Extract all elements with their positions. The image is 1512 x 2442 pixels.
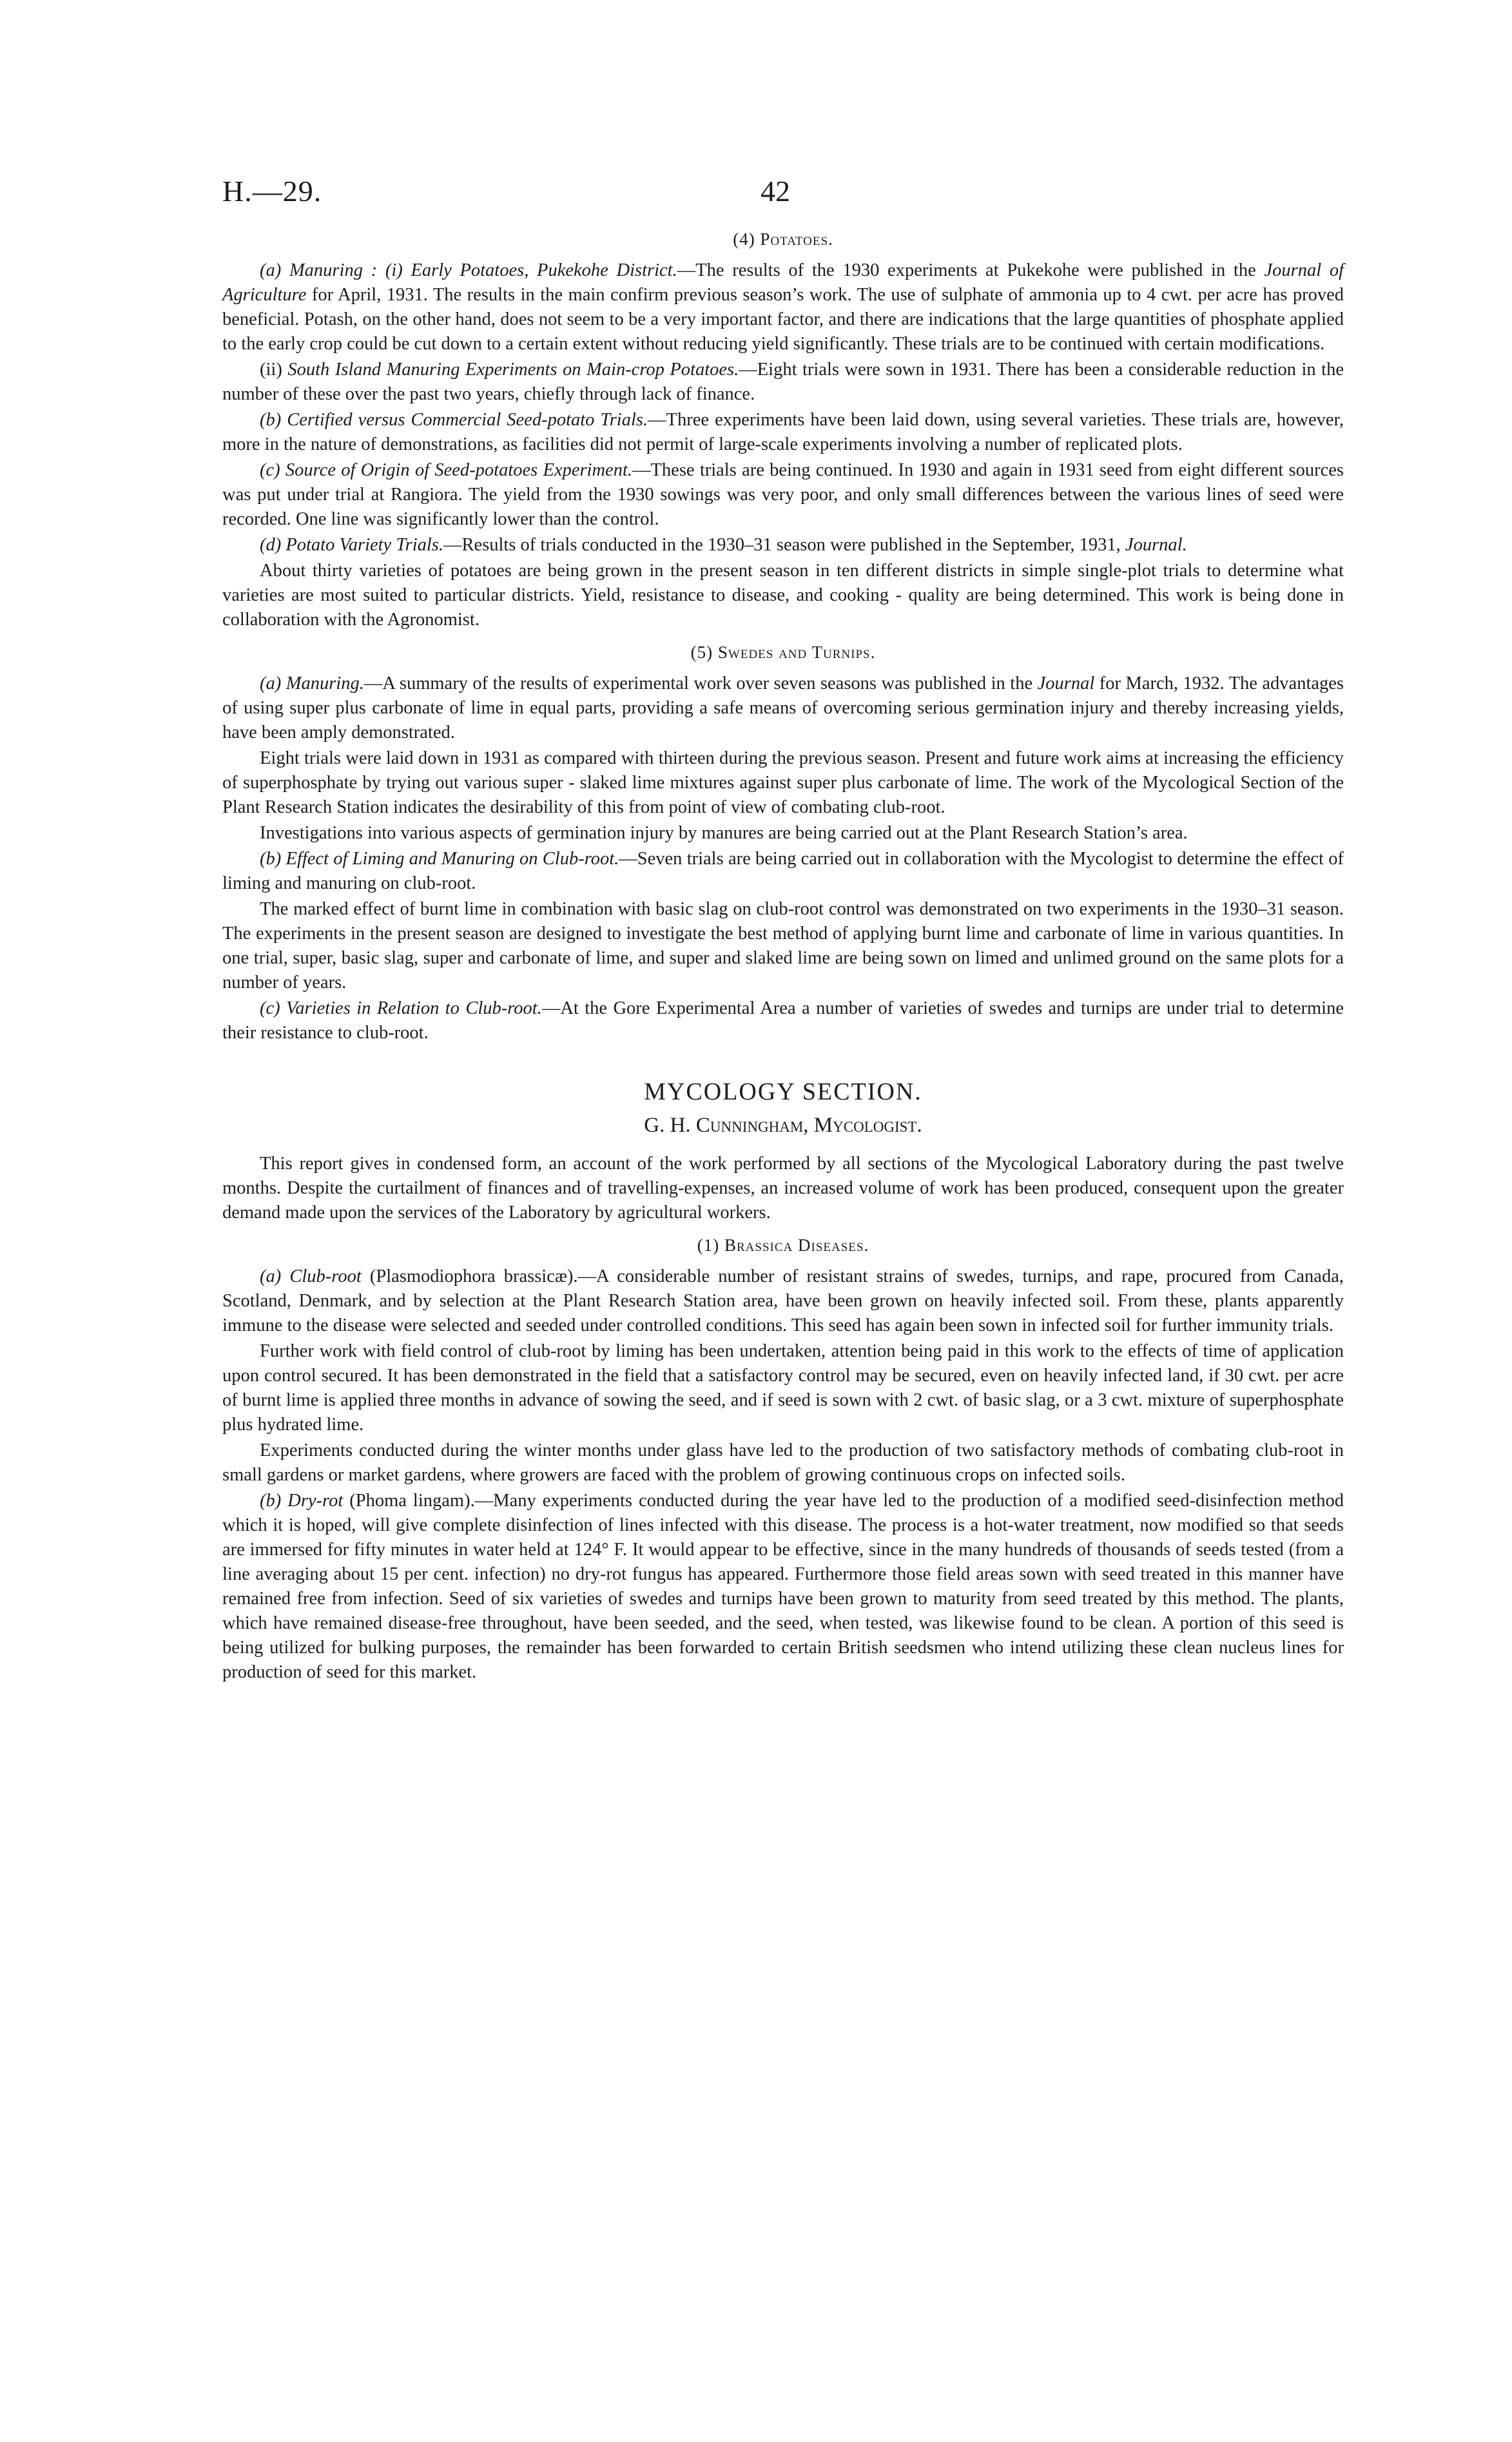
mycology-section [222, 1078, 1344, 1685]
potatoes-para-a2: (ii) South Island Manuring Experiments on Main-crop Potatoes.—Eight trials were sown in 1931. There has been a considerable reduction in the number of these over the past two years, chiefly through lack of finance. [222, 360, 1344, 404]
page-number: 42 [761, 175, 790, 208]
swedes-para-5: The marked effect of burnt lime in combination with basic slag on club-root control was demonstrated on two experiments in the 1930–31 season. The experiments in the present season are designed to investigate the best method of applying burnt lime and carbonate of lime in various quantities. In one trial, super, basic slag, super and carbonate of lime, and super and slaked lime are being sown on limed and unlimed ground on the same plots for a number of years. [222, 899, 1344, 993]
swedes-b-label: (b) Effect of Liming and Manuring on Club-root. [260, 849, 619, 869]
swedes-heading: (5) Swedes and Turnips. [690, 643, 876, 662]
swedes-c-label: (c) Varieties in Relation to Club-root. [260, 998, 542, 1018]
potatoes-heading: (4) Potatoes. [733, 229, 833, 249]
brassica-para-2: Further work with field control of club-root by liming has been undertaken, attention being paid in this work to the effects of time of application upon control secured. It has been demonstrated in the field that a satisfactory control may be secured, even on heavily infected land, if 30 cwt. per acre of burnt lime is applied three months in advance of sowing the seed, and if seed is sown with 2 cwt. of basic slag, or a 3 cwt. mixture of superphosphate plus hydrated lime. [222, 1341, 1344, 1435]
swedes-section [222, 643, 1344, 1045]
swedes-para-2: Eight trials were laid down in 1931 as compared with thirteen during the previous season. Present and future work aims at increasing the efficiency of superphosphate by trying out various super - slaked lime mixtures against super plus carbonate of lime. The work of the Mycological Section of the Plant Research Station indicates the desirability of this from point of view of combating club-root. [222, 748, 1344, 817]
potatoes-section [222, 229, 1344, 632]
potatoes-para-d: (d) Potato Variety Trials.—Results of trials conducted in the 1930–31 season were published in the September, 1931, Journal. [260, 535, 1187, 555]
swedes-a-label: (a) Manuring. [260, 673, 364, 693]
brassica-heading: (1) Brassica Diseases. [697, 1236, 869, 1255]
potatoes-para-b: (b) Certified versus Commercial Seed-potato Trials.—Three experiments have been laid down, using several varieties. These trials are, however, more in the nature of demonstrations, as facilities did not permit of large-scale experiments involving a number of replicated plots. [222, 410, 1344, 454]
swedes-para-3: Investigations into various aspects of germination injury by manures are being carried out at the Plant Research Station’s area. [260, 823, 1188, 843]
potatoes-c-label: (c) Source of Origin of Seed-potatoes Experiment. [260, 460, 633, 480]
brassica-a-label: (a) Club-root [260, 1266, 362, 1286]
document-page [222, 174, 1344, 1685]
report-reference: H.—29. [222, 175, 322, 208]
potatoes-para-e: About thirty varieties of potatoes are being grown in the present season in ten different districts in simple single-plot trials to determine what varieties are most suited to particular districts. Yield, resistance to disease, and cooking - quality are being determined. This work is being done in collaboration with the Agronomist. [222, 561, 1344, 630]
page-header [222, 174, 1344, 219]
potatoes-a1-label: (a) Manuring : (i) Early Potatoes, Pukekohe District. [260, 260, 677, 280]
brassica-b-label: (b) Dry-rot [260, 1491, 344, 1511]
potatoes-d-label: (d) Potato Variety Trials. [260, 535, 443, 555]
swedes-para-a: (a) Manuring.—A summary of the results of experimental work over seven seasons was published in the Journal for March, 1932. The advantages of using super plus carbonate of lime in equal parts, providing a safe means of overcoming serious germination injury and thereby increasing yields, have been amply demonstrated. [222, 673, 1344, 742]
mycology-title: MYCOLOGY SECTION. [644, 1078, 922, 1105]
mycology-intro: This report gives in condensed form, an account of the work performed by all sections of the Mycological Laboratory during the past twelve months. Despite the curtailment of finances and of travelling-expenses, an increased volume of work has been produced, consequent upon the greater demand made upon the services of the Laboratory by agricultural workers. [222, 1154, 1344, 1223]
swedes-para-c: (c) Varieties in Relation to Club-root.—At the Gore Experimental Area a number of varieties of swedes and turnips are under trial to determine their resistance to club-root. [222, 998, 1344, 1043]
brassica-para-a: (a) Club-root (Plasmodiophora brassicæ).—A considerable number of resistant strains of swedes, turnips, and rape, procured from Canada, Scotland, Denmark, and by selection at the Plant Research Station area, have been grown on heavily infected soil. From these, plants apparently immune to the disease were selected and seeded under controlled conditions. This seed has again been sown in infected soil for further immunity trials. [222, 1266, 1344, 1335]
potatoes-para-a1: (a) Manuring : (i) Early Potatoes, Pukekohe District.—The results of the 1930 experiments at Pukekohe were published in the Journal of Agriculture for April, 1931. The results in the main confirm previous season’s work. The use of sulphate of ammonia up to 4 cwt. per acre has proved beneficial. Potash, on the other hand, does not seem to be a very important factor, and there are indications that the large quantities of phosphate applied to the early crop could be cut down to a certain extent without reducing yield significantly. These trials are to be continued with certain modifications. [222, 260, 1344, 354]
potatoes-para-c: (c) Source of Origin of Seed-potatoes Experiment.—These trials are being continued. In 1930 and again in 1931 seed from eight different sources was put under trial at Rangiora. The yield from the 1930 sowings was very poor, and only small differences between the various lines of seed were recorded. One line was significantly lower than the control. [222, 460, 1344, 529]
mycology-author: G. H. Cunningham, Mycologist. [644, 1114, 922, 1137]
potatoes-b-label: (b) Certified versus Commercial Seed-potato Trials. [260, 410, 648, 430]
potatoes-a2-label: South Island Manuring Experiments on Main-crop Potatoes. [287, 360, 739, 380]
brassica-para-3: Experiments conducted during the winter months under glass have led to the production of two satisfactory methods of combating club-root in small gardens or market gardens, where growers are faced with the problem of growing continuous crops on infected soils. [222, 1440, 1344, 1485]
brassica-para-b: (b) Dry-rot (Phoma lingam).—Many experiments conducted during the year have led to the production of a modified seed-disinfection method which it is hoped, will give complete disinfection of lines infected with this disease. The process is a hot-water treatment, now modified so that seeds are immersed for fifty minutes in water held at 124° F. It would appear to be effective, since in the many hundreds of thousands of seeds tested (from a line averaging about 15 per cent. infection) no dry-rot fungus has appeared. Furthermore those field areas sown with seed treated in this manner have remained free from infection. Seed of six varieties of swedes and turnips have been grown to maturity from seed treated by this method. The plants, which have remained disease-free throughout, have been seeded, and the seed, when tested, was likewise found to be clean. A portion of this seed is being utilized for bulking purposes, the remainder has been forwarded to certain British seedsmen who intend utilizing these clean nucleus lines for production of seed for this market. [222, 1491, 1344, 1682]
swedes-para-b: (b) Effect of Liming and Manuring on Club-root.—Seven trials are being carried out in collaboration with the Mycologist to determine the effect of liming and manuring on club-root. [222, 849, 1344, 893]
